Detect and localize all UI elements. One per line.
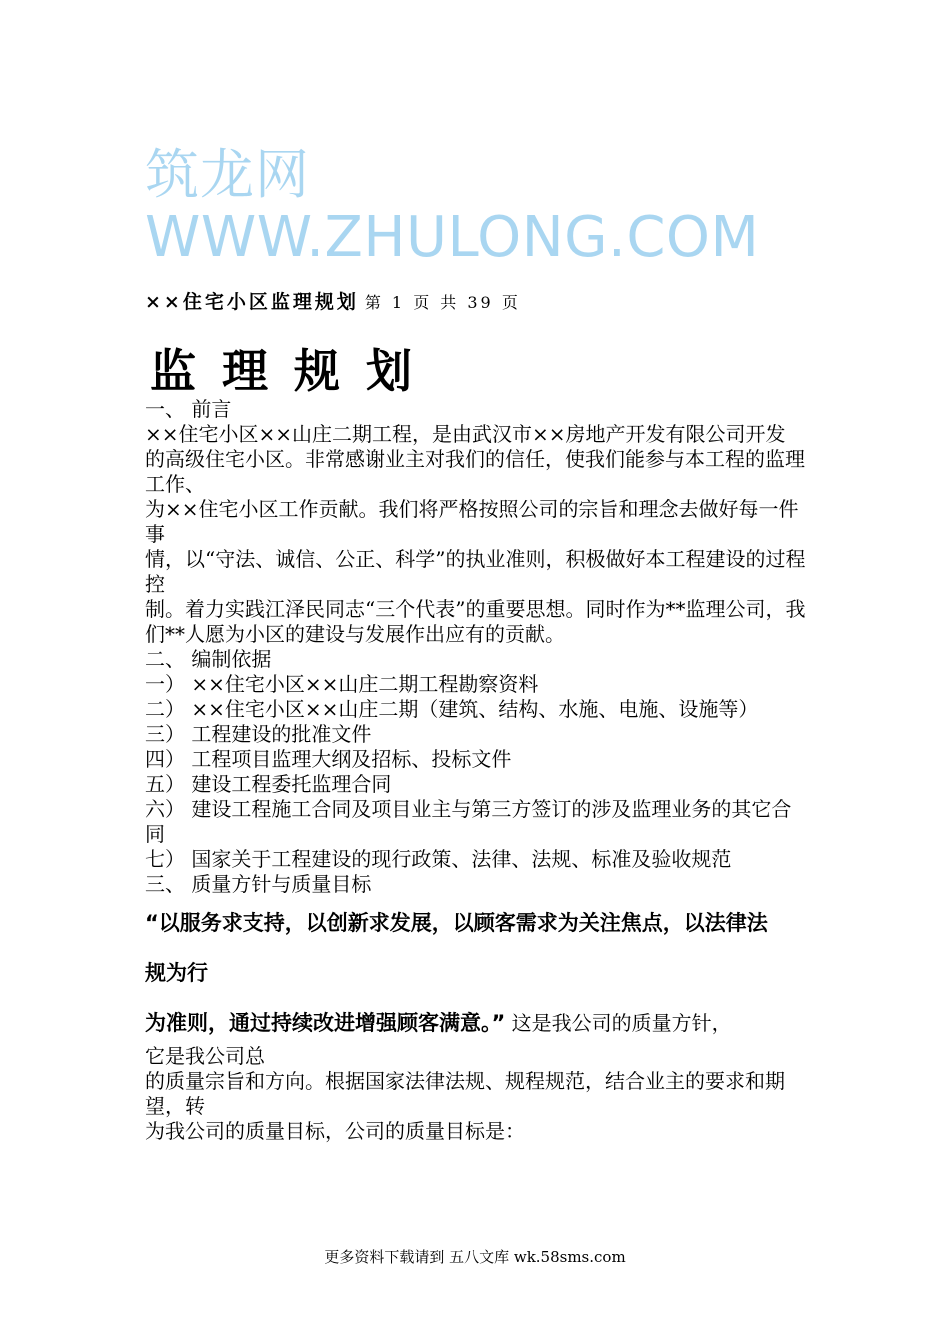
list-item: 二） ××住宅小区××山庄二期（建筑、结构、水施、电施、设施等）	[145, 697, 759, 721]
paragraph-line: 的高级住宅小区。非常感谢业主对我们的信任，使我们能参与本工程的监理工作、	[145, 447, 805, 496]
header-title: ××住宅小区监理规划	[145, 291, 359, 313]
page-footer: 更多资料下载请到 五八文库 wk.58sms.com	[324, 1248, 626, 1266]
list-item: 六） 建设工程施工合同及项目业主与第三方签订的涉及监理业务的其它合同	[145, 797, 792, 846]
page-header	[145, 287, 521, 314]
header-page-info: 第 1 页 共 39 页	[364, 293, 521, 312]
paragraph-line: 们**人愿为小区的建设与发展作出应有的贡献。	[145, 622, 565, 646]
section-heading-3: 三、 质量方针与质量目标	[145, 872, 372, 896]
list-item: 一） ××住宅小区××山庄二期工程勘察资料	[145, 672, 539, 696]
document-body	[145, 397, 807, 1144]
paragraph-line: 它是我公司总	[145, 1044, 265, 1068]
policy-quote-line: 规为行	[145, 961, 208, 985]
list-item: 七） 国家关于工程建设的现行政策、法律、法规、标准及验收规范	[145, 847, 732, 871]
list-item: 五） 建设工程委托监理合同	[145, 772, 392, 796]
section-heading-1: 一、 前言	[145, 397, 232, 421]
paragraph-line: ××住宅小区××山庄二期工程，是由武汉市××房地产开发有限公司开发	[145, 422, 786, 446]
section-heading-2: 二、 编制依据	[145, 647, 272, 671]
policy-after-quote: 这是我公司的质量方针，	[511, 1011, 732, 1035]
policy-quote-end: 为准则，通过持续改进增强顾客满意。”	[145, 1011, 506, 1035]
paragraph-line: 情，以“守法、诚信、公正、科学”的执业准则，积极做好本工程建设的过程控	[145, 547, 806, 596]
list-item: 三） 工程建设的批准文件	[145, 722, 372, 746]
paragraph-line: 制。着力实践江泽民同志“三个代表”的重要思想。同时作为**监理公司，我	[145, 597, 806, 621]
paragraph-line: 为我公司的质量目标，公司的质量目标是：	[145, 1119, 525, 1143]
list-item: 四） 工程项目监理大纲及招标、投标文件	[145, 747, 512, 771]
paragraph-line: 为××住宅小区工作贡献。我们将严格按照公司的宗旨和理念去做好每一件事	[145, 497, 799, 546]
policy-quote-line	[145, 1011, 807, 1036]
policy-quote-line: “以服务求支持，以创新求发展，以顾客需求为关注焦点，以法律法	[145, 911, 768, 935]
watermark-en: WWW.ZHULONG.COM	[145, 205, 760, 270]
watermark-cn: 筑龙网	[145, 143, 310, 206]
paragraph-line: 的质量宗旨和方向。根据国家法律法规、规程规范，结合业主的要求和期望，转	[145, 1069, 785, 1118]
document-title: 监理规划	[150, 344, 438, 398]
